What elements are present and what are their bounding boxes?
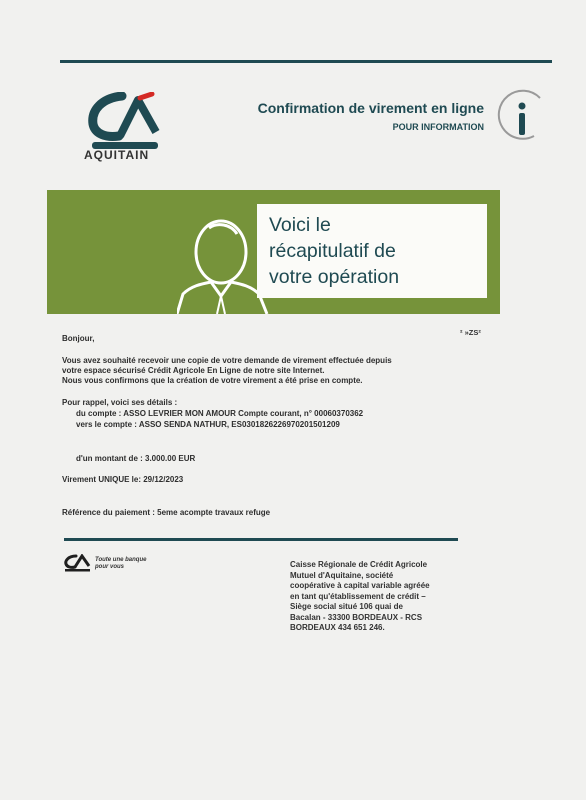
intro-line: Nous vous confirmons que la création de votre virement a été prise en compte. xyxy=(62,376,363,385)
tagline-line: pour vous xyxy=(95,564,125,570)
intro-paragraph xyxy=(62,356,392,386)
bottom-divider xyxy=(64,538,458,541)
bank-info-line: Mutuel d'Aquitaine, société xyxy=(290,570,394,580)
handwritten-mark: ² »ZS² xyxy=(460,328,481,337)
banner-heading-line: votre opération xyxy=(269,266,400,288)
bank-info-line: BORDEAUX 434 651 246. xyxy=(290,623,385,632)
banner-heading-line: Voici le xyxy=(269,214,331,236)
summary-banner xyxy=(47,190,500,314)
amount: d'un montant de : 3.000.00 EUR xyxy=(76,454,196,463)
payment-reference: Référence du paiement : 5eme acompte travaux refuge xyxy=(62,508,271,517)
banner-heading-box xyxy=(257,204,487,298)
transfer-type-date: Virement UNIQUE le: 29/12/2023 xyxy=(62,475,184,484)
details-heading: Pour rappel, voici ses détails : xyxy=(62,398,178,407)
footer-tagline xyxy=(95,557,146,571)
bank-info-line: Siège social situé 106 quai de xyxy=(290,602,403,611)
to-account: vers le compte : ASSO SENDA NATHUR, ES0301826226970201501209 xyxy=(76,420,340,429)
info-icon xyxy=(494,88,550,144)
intro-line: votre espace sécurisé Crédit Agricole En Ligne de notre site Internet. xyxy=(62,366,325,375)
tagline-line: Toute une banque xyxy=(95,557,147,563)
banner-heading-line: récapitulatif de xyxy=(269,240,396,262)
footer-logo xyxy=(64,554,92,572)
logo-region-label: AQUITAIN xyxy=(84,148,150,162)
bank-info-line: Bacalan - 33300 BORDEAUX - RCS xyxy=(290,612,423,622)
bank-info-line: Caisse Régionale de Crédit Agricole xyxy=(290,560,428,569)
from-account: du compte : ASSO LEVRIER MON AMOUR Compte courant, n° 00060370362 xyxy=(76,409,364,418)
top-divider xyxy=(60,60,552,63)
greeting: Bonjour, xyxy=(62,334,95,343)
document-title: Confirmation de virement en ligne xyxy=(257,100,484,116)
bank-legal-info xyxy=(290,560,470,634)
bank-info-line: en tant qu'établissement de crédit – xyxy=(290,591,426,601)
bank-info-line: coopérative à capital variable agréée xyxy=(290,581,430,590)
document-subtitle: POUR INFORMATION xyxy=(392,122,484,132)
intro-line: Vous avez souhaité recevoir une copie de votre demande de virement effectuée depuis xyxy=(62,356,392,365)
